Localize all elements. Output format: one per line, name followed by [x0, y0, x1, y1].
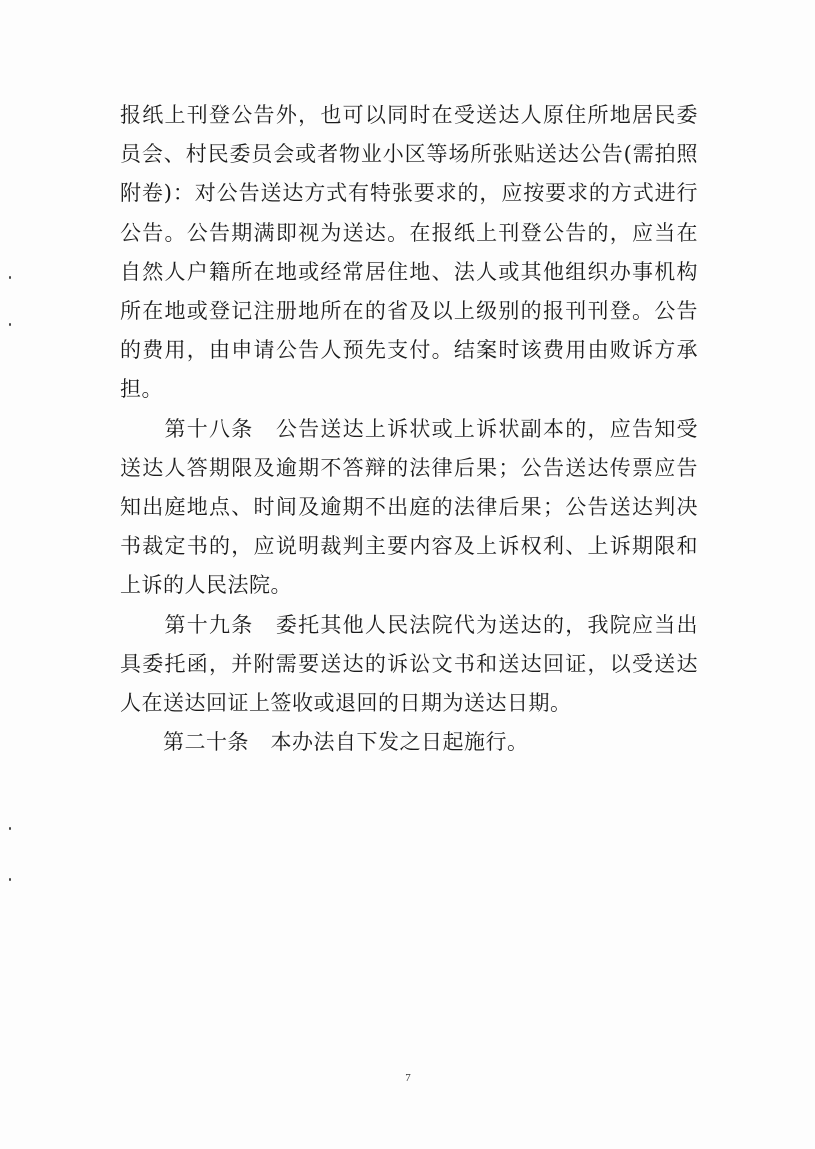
paragraph-continuation: 报纸上刊登公告外，也可以同时在受送达人原住所地居民委员会、村民委员会或者物业小区等场所张贴送达公告(需拍照附卷)：对公告送达方式有特张要求的，应按要求的方式进行公告。公告期满即视为送达。在报纸上刊登公告的，应当在自然人户籍所在地或经常居住地、法人或其他组织办事机构所在地或登记注册地所在的省及以上级别的报刊刊登。公告的费用，由申请公告人预先支付。结案时该费用由败诉方承担。 [120, 103, 698, 402]
paragraph-article-18: 第十八条 公告送达上诉状或上诉状副本的，应告知受送达人答期限及逾期不答辩的法律后果；公告送达传票应告知出庭地点、时间及逾期不出庭的法律后果；公告送达判决书裁定书的，应说明裁判主要内容及上诉权利、上诉期限和上诉的人民法院。 [120, 416, 698, 598]
scan-speck [9, 878, 11, 881]
scan-speck [9, 323, 11, 326]
scan-speck [9, 827, 11, 830]
page-number: 7 [405, 1072, 411, 1084]
paragraph-article-19: 第十九条 委托其他人民法院代为送达的，我院应当出具委托函，并附需要送达的诉讼文书和送达回证，以受送达人在送达回证上签收或退回的日期为送达日期。 [120, 612, 698, 716]
body-text [120, 96, 698, 762]
paragraph-article-20: 第二十条 本办法自下发之日起施行。 [120, 730, 529, 755]
scan-speck [9, 276, 11, 279]
